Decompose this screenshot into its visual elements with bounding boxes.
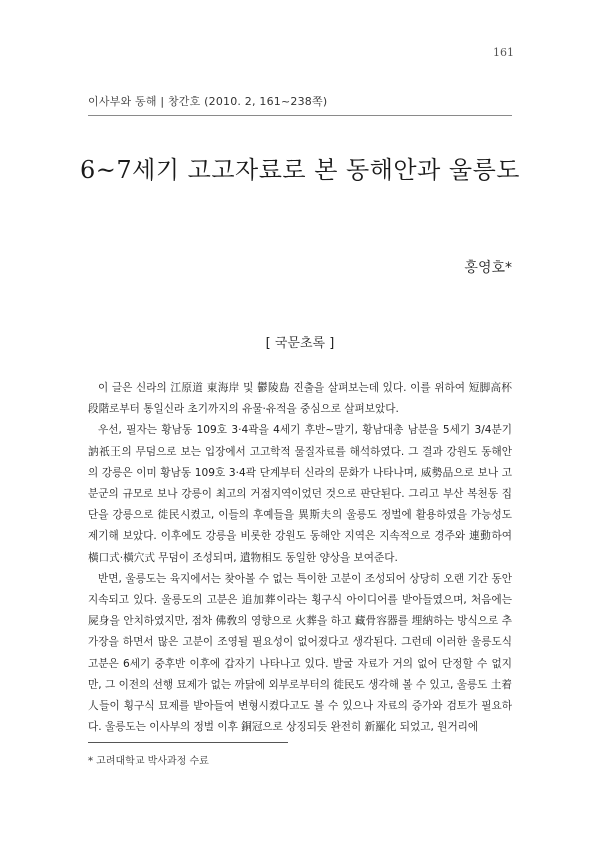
page-number: 161 <box>493 46 514 59</box>
abstract-heading: [ 국문초록 ] <box>265 336 335 351</box>
footnote-divider <box>88 742 288 743</box>
paper-title: 6~7세기 고고자료로 본 동해안과 울릉도 <box>80 156 520 184</box>
abstract-body <box>88 378 512 738</box>
abstract-paragraph: 반면, 울릉도는 육지에서는 찾아볼 수 없는 특이한 고분이 조성되어 상당히 오랜 기간 동안 지속되고 있다. 울릉도의 고분은 追加葬이라는 횡구식 아이디어를 받아들였으며, 처음에는 屍身을 안치하였지만, 점차 佛敎의 영향으로 火葬을 하고 藏骨容器를 埋納하는 방식으로 추가장을 하면서 많은 고분이 조영될 필요성이 없어졌다고 생각된다. 그런데 이러한 울릉도식 고분은 6세기 중후반 이후에 갑자기 나타나고 있다. 발굴 자료가 거의 없어 단정할 수 없지만, 그 이전의 선행 묘제가 없는 까닭에 외부로부터의 徙民도 생각해 볼 수 있고, 울릉도 土着人들이 횡구식 묘제를 받아들여 변형시켰다고도 볼 수 있으나 자료의 증가와 검토가 필요하다. 울릉도는 이사부의 정벌 이후 銅冠으로 상징되듯 완전히 新羅化 되었고, 원거리에 <box>88 572 512 734</box>
running-head: 이사부와 동해 | 창간호 (2010. 2, 161~238쪽) <box>88 95 328 108</box>
footnote: * 고려대학교 박사과정 수료 <box>88 756 209 767</box>
author-name: 홍영호* <box>464 260 512 276</box>
header-divider <box>88 115 512 116</box>
abstract-paragraph: 이 글은 신라의 江原道 東海岸 및 鬱陵島 진출을 살펴보는데 있다. 이를 위하여 短脚高杯段階로부터 통일신라 초기까지의 유물·유적을 중심으로 살펴보았다. <box>88 382 512 416</box>
abstract-paragraph: 우선, 필자는 황남동 109호 3·4곽을 4세기 후반~말기, 황남대총 남분을 5세기 3/4분기 訥祇王의 무덤으로 보는 입장에서 고고학적 물질자료를 해석하였다. 그 결과 강원도 동해안의 강릉은 이미 황남동 109호 3·4곽 단계부터 신라의 문화가 나타나며, 威勢品으로 보나 고분군의 규모로 보나 강릉이 최고의 거점지역이었던 것으로 판단된다. 그리고 부산 복천동 집단을 강릉으로 徙民시켰고, 이들의 후예들을 異斯夫의 울릉도 정벌에 활용하였을 가능성도 제기해 보았다. 이후에도 강릉을 비롯한 강원도 동해안 지역은 지속적으로 경주와 連動하여 橫口式·橫穴式 무덤이 조성되며, 遺物相도 동일한 양상을 보여준다. <box>88 424 512 564</box>
